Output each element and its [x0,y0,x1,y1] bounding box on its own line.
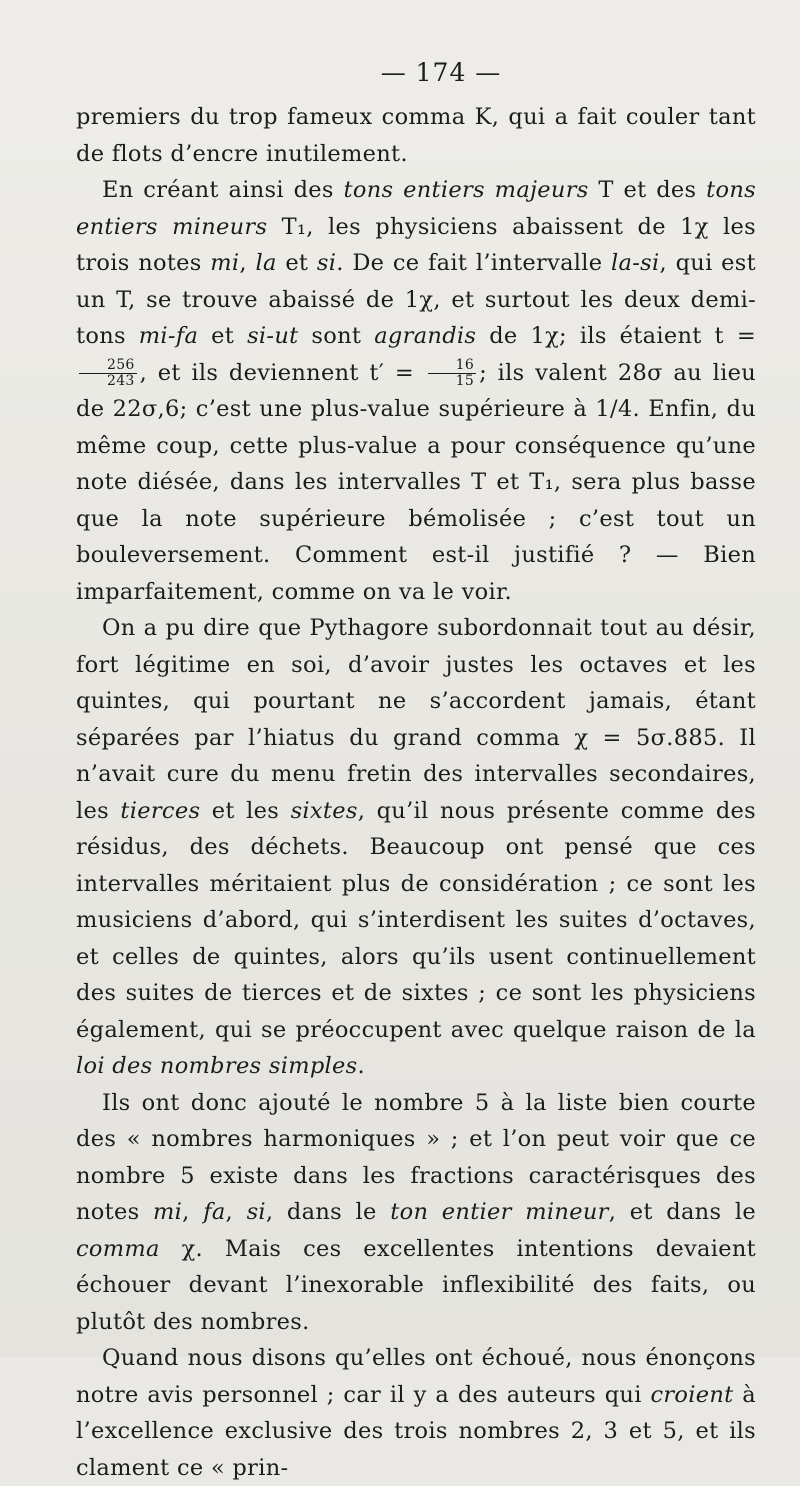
page-number: — 174 — [380,58,502,87]
text-run: premiers du trop fameux comma K, qui a fait couler tant de flots d’encre inutilement. [76,104,756,167]
paragraph [76,1085,756,1341]
fraction [79,358,137,389]
paragraph [76,610,756,1085]
text-run: , et ils deviennent t′ = [139,359,425,386]
text-run: , dans le [265,1199,391,1225]
italic-text: fa [203,1199,226,1225]
italic-text: croient [650,1381,734,1408]
text-run: à l’excellence exclusive des trois nombres 2, 3 et 5, et ils clament ce « prin- [76,1381,757,1481]
paragraph [76,172,756,610]
italic-text: agrandis [374,323,477,349]
text-run: , [239,250,256,276]
fraction-denominator: 15 [455,373,475,389]
text-run: T et des [588,177,707,203]
text-run: de 1χ; ils étaient t = [476,323,757,349]
text-run: sont [298,323,375,349]
text-run: , qui est un T, se trouve abaissé de 1χ, et surtout les deux demi-tons [76,250,756,349]
paragraph [76,1340,756,1486]
italic-text: mi [153,1199,183,1225]
fraction-numerator: 256 [79,358,137,374]
fraction [428,358,476,389]
text-run: et [276,250,317,276]
italic-text: la [255,250,277,276]
italic-text: sixtes [290,797,358,824]
fraction-denominator: 243 [107,373,135,389]
text-run: χ. Mais ces excellentes intentions devaient échouer devant l’inexorable inflexibilité des faits, ou plutôt des nombres. [76,1235,756,1335]
italic-text: comma [76,1235,160,1262]
paragraph [76,99,756,172]
italic-text: la-si [611,250,660,276]
text-run: , qu’il nous présente comme des résidus, des déchets. Beaucoup ont pensé que ces intervalles méritaient plus de considération ; ce sont les musiciens d’abord, qui s’interdisent les suites d’octaves, et celles de quintes, alors qu’ils usent continuellement des suites de tierces et de sixtes ; ce sont les physiciens également, qui se préoccupent avec quelque raison de la [76,797,756,1043]
text-run: et [198,323,248,349]
italic-text: si-ut [247,323,299,349]
text-run: . De ce fait l’intervalle [336,250,612,276]
text-run: Quand nous disons qu’elles ont échoué, nous énonçons notre avis personnel ; car il y a des auteurs qui [76,1345,756,1408]
text-run: et les [200,797,291,824]
italic-text: tons entiers majeurs [343,177,589,203]
text-run: Ils ont donc ajouté le nombre 5 à la liste bien courte des « nombres harmoniques » ; et l’on peut voir que ce nombre 5 existe dans les fractions caractérisques des notes [76,1089,756,1225]
text-run: , [182,1199,204,1225]
text-run: , et dans le [608,1199,756,1225]
italic-text: tons entiers mineurs [76,177,756,240]
text-run: . [357,1053,365,1079]
text-run: T₁, les physiciens abaissent de 1χ les trois notes [76,213,756,276]
italic-text: si [246,1199,266,1225]
text-run: ; ils valent 28σ au lieu de 22σ,6; c’est une plus-value supérieure à 1/4. Enfin, du même coup, cette plus-value a pour conséquence qu’une note diésée, dans les intervalles T et T₁, sera plus basse que la note supérieure bémolisée ; c’est tout un bouleversement. Comment est-il justifié ? — Bien imparfaitement, comme on va le voir. [76,359,757,605]
text-run: En créant ainsi des [102,177,344,203]
italic-text: mi [210,250,240,276]
italic-text: loi des nombres simples [76,1053,358,1079]
italic-text: si [316,250,337,276]
body-text [76,99,756,1486]
italic-text: ton entier mineur [390,1199,609,1225]
text-run: On a pu dire que Pythagore subordonnait tout au désir, fort légitime en soi, d’avoir justes les octaves et les quintes, qui pourtant ne s’accordent jamais, étant séparées par l’hiatus du grand comma χ = 5σ.885. Il n’avait cure du menu fretin des intervalles secondaires, les [76,615,756,824]
italic-text: mi-fa [138,323,199,349]
fraction-numerator: 16 [428,358,476,374]
italic-text: tierces [120,797,201,824]
text-run: , [225,1199,247,1225]
